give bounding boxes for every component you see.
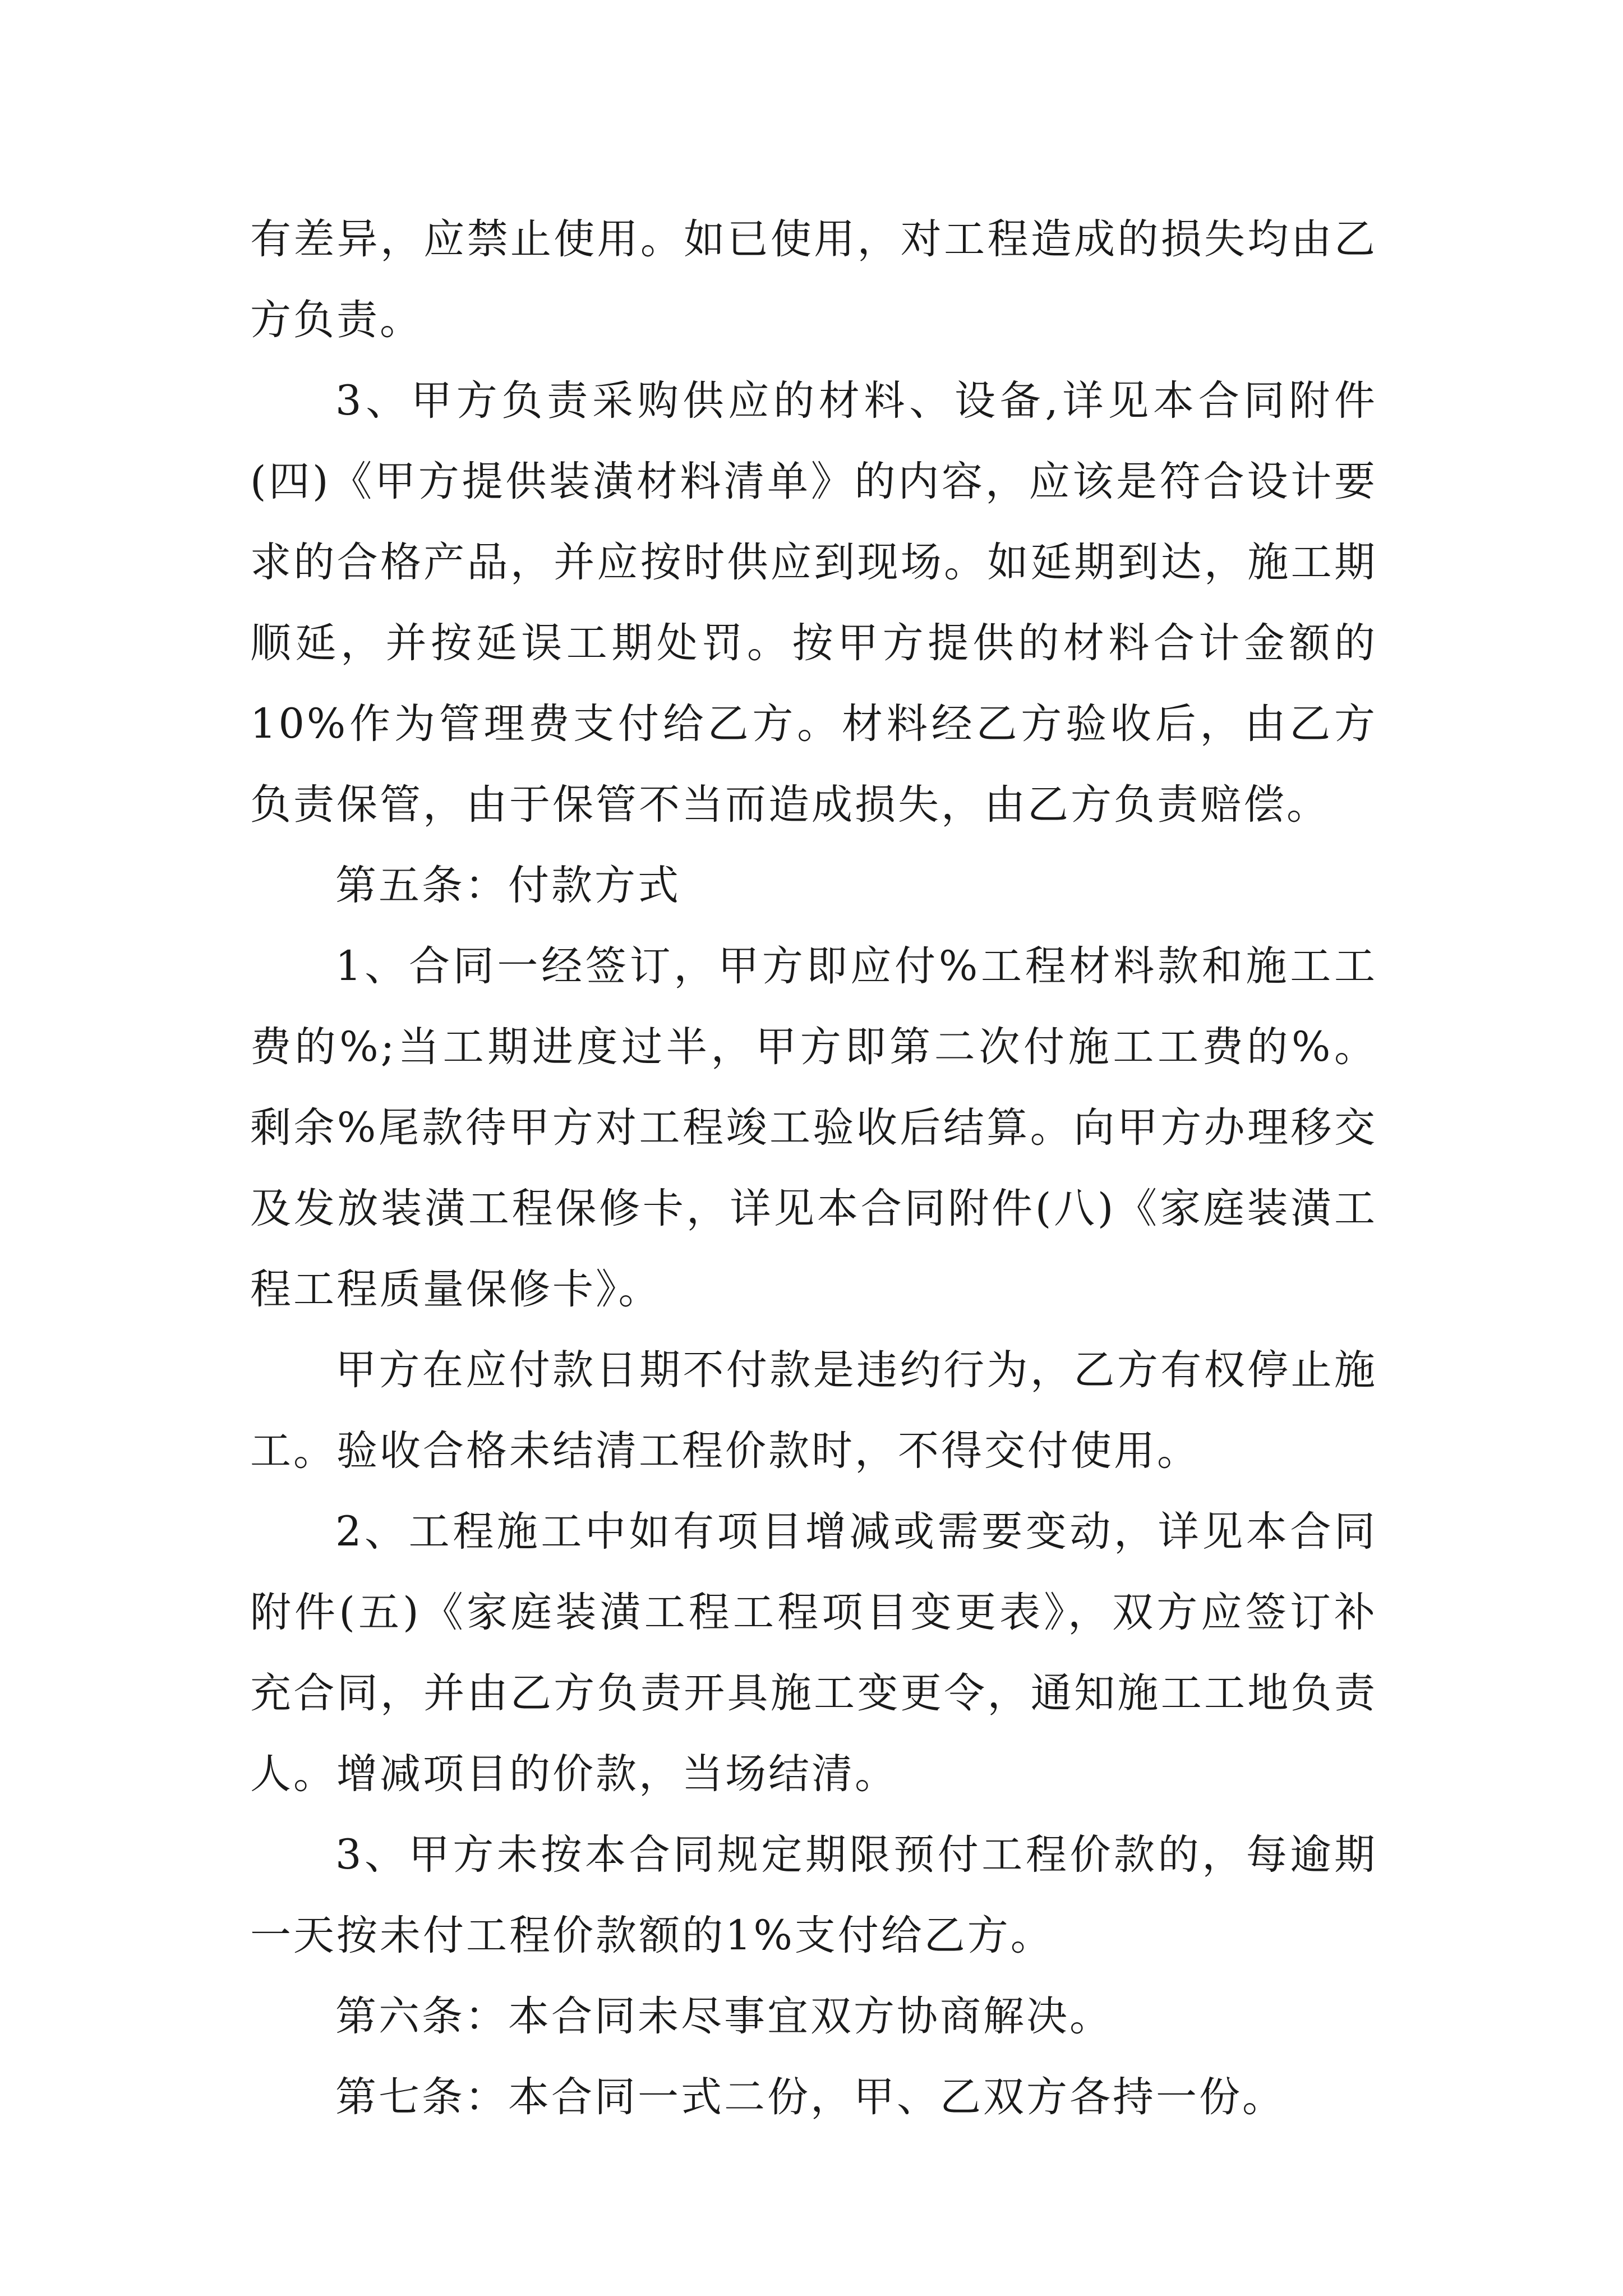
paragraph-clause-3-late-payment: 3、甲方未按本合同规定期限预付工程价款的，每逾期一天按未付工程价款额的1%支付给乙方。 [250,1831,1377,1959]
document-body [250,199,1377,2138]
paragraph-clause-1-payment: 1、合同一经签订，甲方即应付%工程材料款和施工工费的%;当工期进度过半，甲方即第二次付施工工费的%。剩余%尾款待甲方对工程竣工验收后结算。向甲方办理移交及发放装潢工程保修卡，详见本合同附件(八)《家庭装潢工程工程质量保修卡》。 [250,942,1377,1313]
paragraph-continued: 有差异，应禁止使用。如已使用，对工程造成的损失均由乙方负责。 [250,215,1377,344]
paragraph-default-payment: 甲方在应付款日期不付款是违约行为，乙方有权停止施工。验收合格未结清工程价款时，不得交付使用。 [250,1346,1377,1475]
paragraph-clause-3-materials: 3、甲方负责采购供应的材料、设备,详见本合同附件(四)《甲方提供装潢材料清单》的内容，应该是符合设计要求的合格产品，并应按时供应到现场。如延期到达，施工期顺延，并按延误工期处罚。按甲方提供的材料合计金额的10%作为管理费支付给乙方。材料经乙方验收后，由乙方负责保管，由于保管不当而造成损失，由乙方负责赔偿。 [250,377,1377,829]
article-7: 第七条：本合同一式二份，甲、乙双方各持一份。 [335,2073,1285,2121]
article-5-heading: 第五条：付款方式 [335,862,681,909]
paragraph-clause-2-changes: 2、工程施工中如有项目增减或需要变动，详见本合同附件(五)《家庭装潢工程工程项目变更表》，双方应签订补充合同，并由乙方负责开具施工变更令，通知施工工地负责人。增减项目的价款，当场结清。 [250,1508,1377,1798]
article-6: 第六条：本合同未尽事宜双方协商解决。 [335,1993,1113,2040]
